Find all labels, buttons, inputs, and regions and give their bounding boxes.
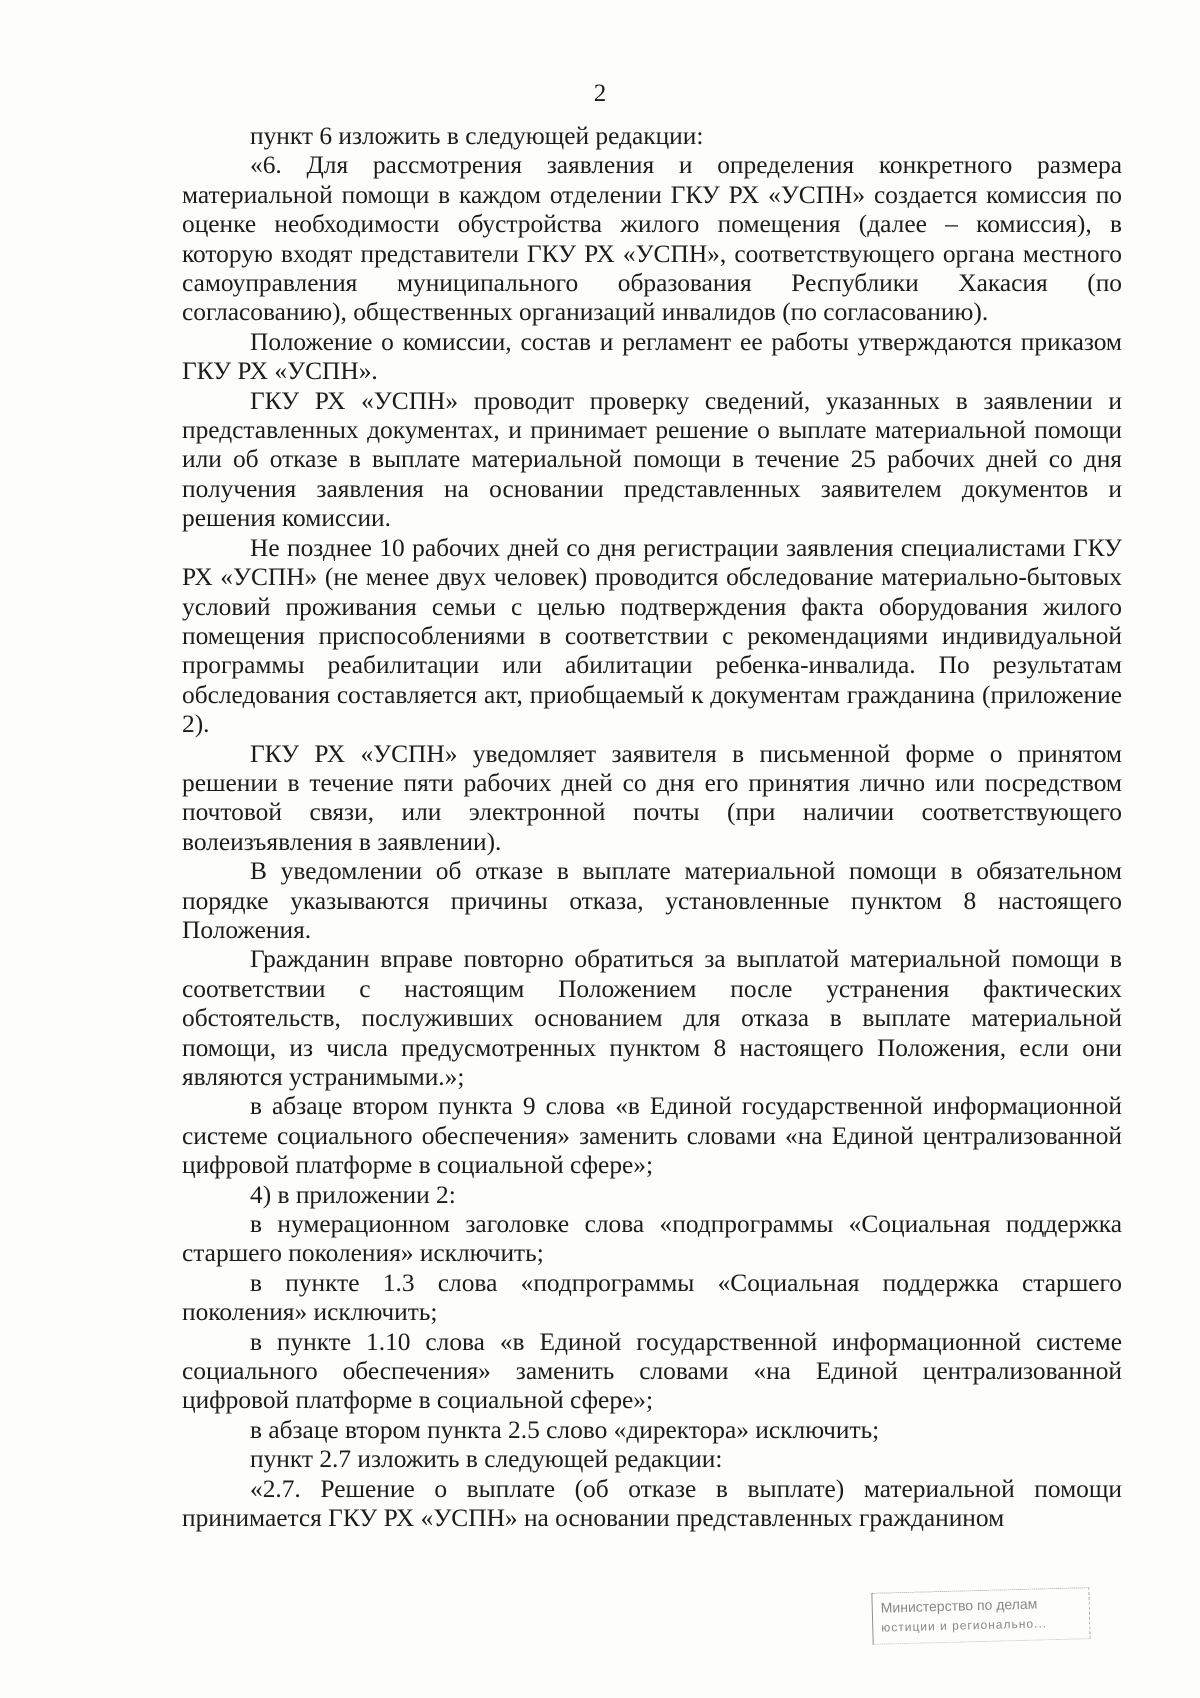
paragraph: Не позднее 10 рабочих дней со дня регистрации заявления специалистами ГКУ РХ «УСПН» (не менее двух человек) проводится обследование материально-бытовых условий проживания семьи с целью подтверждения факта оборудования жилого помещения приспособлениями в соответствии с рекомендациями индивидуальной программы реабилитации или абилитации ребенка-инвалида. По результатам обследования составляется акт, приобщаемый к документам гражданина (приложение 2). xyxy=(182,533,1122,739)
registration-stamp xyxy=(871,1587,1090,1645)
paragraph: В уведомлении об отказе в выплате материальной помощи в обязательном порядке указываются причины отказа, установленные пунктом 8 настоящего Положения. xyxy=(182,857,1122,944)
page-number: 2 xyxy=(593,80,607,107)
paragraph: «2.7. Решение о выплате (об отказе в выплате) материальной помощи принимается ГКУ РХ «УСПН» на основании представленных гражданином xyxy=(182,1474,1122,1533)
paragraph: в абзаце втором пункта 2.5 слово «директора» исключить; xyxy=(250,1415,880,1444)
paragraph: ГКУ РХ «УСПН» уведомляет заявителя в письменной форме о принятом решении в течение пяти рабочих дней со дня его принятия лично или посредством почтовой связи, или электронной почты (при наличии соответствующего волеизъявления в заявлении). xyxy=(182,739,1122,856)
paragraph: пункт 2.7 изложить в следующей редакции: xyxy=(250,1445,723,1474)
stamp-line: Министерство по делам xyxy=(880,1595,1038,1616)
paragraph: Гражданин вправе повторно обратиться за выплатой материальной помощи в соответствии с настоящим Положением после устранения фактических обстоятельств, послуживших основанием для отказа в выплате материальной помощи, из числа предусмотренных пунктом 8 настоящего Положения, если они являются устранимыми.»; xyxy=(182,945,1122,1091)
stamp-line: юстиции и регионально... xyxy=(881,1616,1048,1635)
paragraph: 4) в приложении 2: xyxy=(250,1180,456,1209)
paragraph: пункт 6 изложить в следующей редакции: xyxy=(250,122,704,150)
paragraph: в пункте 1.10 слова «в Единой государственной информационной системе социального обеспечения» заменить словами «на Единой централизованной цифровой платформе в социальной сфере»; xyxy=(182,1327,1122,1415)
paragraph: в абзаце втором пункта 9 слова «в Единой государственной информационной системе социального обеспечения» заменить словами «на Единой централизованной цифровой платформе в социальной сфере»; xyxy=(182,1092,1122,1180)
paragraph: «6. Для рассмотрения заявления и определения конкретного размера материальной помощи в каждом отделении ГКУ РХ «УСПН» создается комиссия по оценке необходимости обустройства жилого помещения (далее – комиссия), в которую входят представители ГКУ РХ «УСПН», соответствующего органа местного самоуправления муниципального образования Республики Хакасия (по согласованию), общественных организаций инвалидов (по согласованию). xyxy=(182,151,1122,327)
paragraph: ГКУ РХ «УСПН» проводит проверку сведений, указанных в заявлении и представленных документах, и принимает решение о выплате материальной помощи или об отказе в выплате материальной помощи в течение 25 рабочих дней со дня получения заявления на основании представленных заявителем документов и решения комиссии. xyxy=(182,386,1122,533)
paragraph: в нумерационном заголовке слова «подпрограммы «Социальная поддержка старшего поколения» исключить; xyxy=(182,1210,1122,1268)
paragraph: в пункте 1.3 слова «подпрограммы «Социальная поддержка старшего поколения» исключить; xyxy=(182,1268,1122,1327)
document-body xyxy=(182,122,1122,1534)
paragraph: Положение о комиссии, состав и регламент ее работы утверждаются приказом ГКУ РХ «УСПН». xyxy=(182,327,1122,386)
